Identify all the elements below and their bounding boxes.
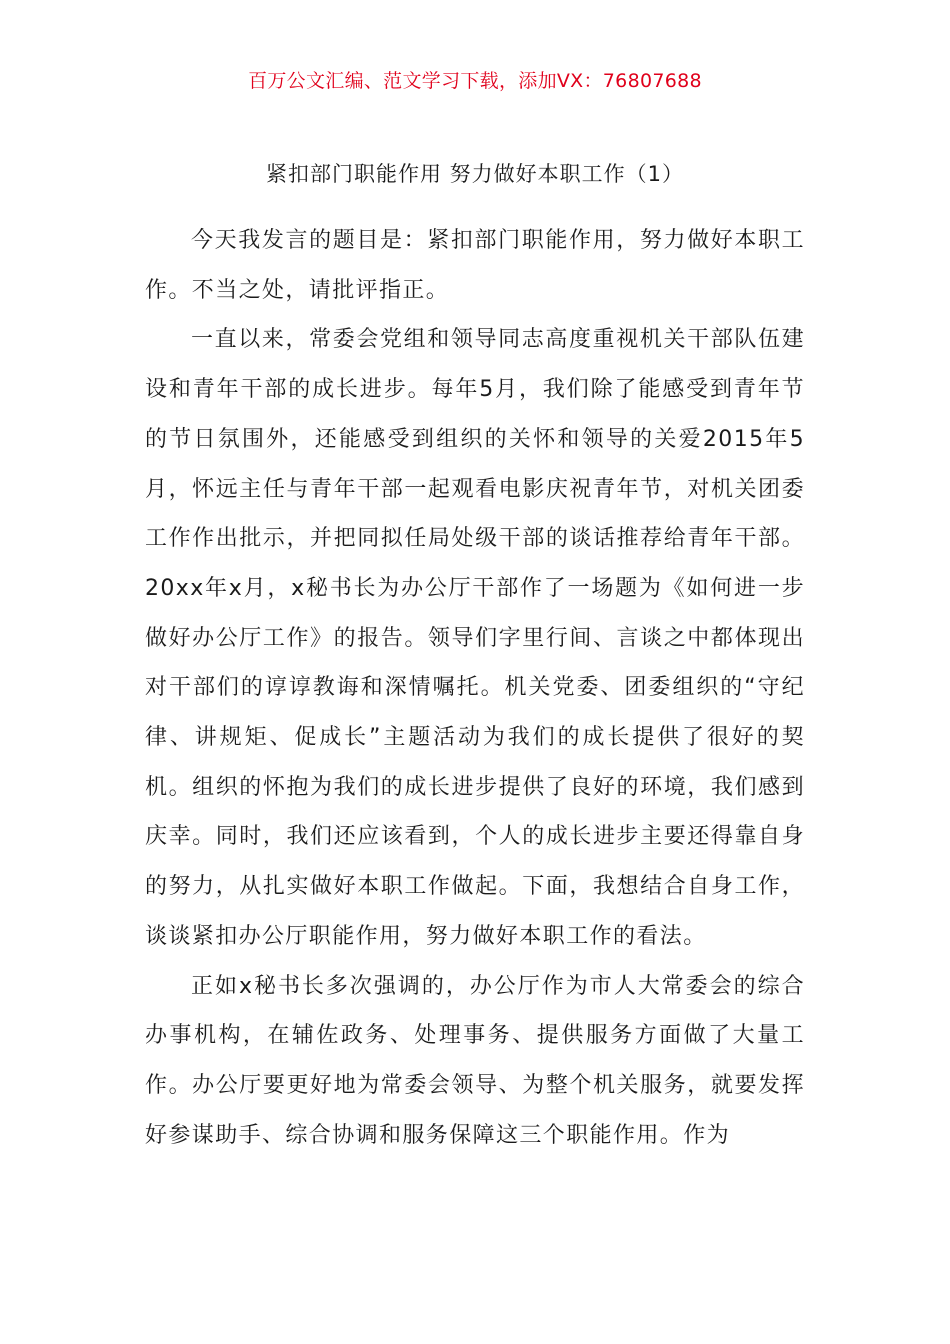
paragraph-background: 一直以来，常委会党组和领导同志高度重视机关干部队伍建设和青年干部的成长进步。每年5月，我们除了能感受到青年节的节日氛围外，还能感受到组织的关怀和领导的关爱2015年5月，怀远主任与青年干部一起观看电影庆祝青年节，对机关团委工作作出批示，并把同拟任局处级干部的谈话推荐给青年干部。20xx年x月，x秘书长为办公厅干部作了一场题为《如何进一步做好办公厅工作》的报告。领导们字里行间、言谈之中都体现出对干部们的谆谆教诲和深情嘱托。机关党委、团委组织的“守纪律、讲规矩、促成长”主题活动为我们的成长提供了很好的契机。组织的怀抱为我们的成长进步提供了良好的环境，我们感到庆幸。同时，我们还应该看到，个人的成长进步主要还得靠自身的努力，从扎实做好本职工作做起。下面，我想结合自身工作，谈谈紧扣办公厅职能作用，努力做好本职工作的看法。 [145,327,805,949]
document-title: 紧扣部门职能作用 努力做好本职工作（1） [265,162,685,186]
paragraph-intro: 今天我发言的题目是：紧扣部门职能作用，努力做好本职工作。不当之处，请批评指正。 [145,228,805,303]
header-banner: 百万公文汇编、范文学习下载，添加VX：76807688 [248,70,702,92]
document-body [145,216,805,1160]
paragraph-functions: 正如x秘书长多次强调的，办公厅作为市人大常委会的综合办事机构，在辅佐政务、处理事务、提供服务方面做了大量工作。办公厅要更好地为常委会领导、为整个机关服务，就要发挥好参谋助手、综合协调和服务保障这三个职能作用。作为 [145,973,805,1148]
